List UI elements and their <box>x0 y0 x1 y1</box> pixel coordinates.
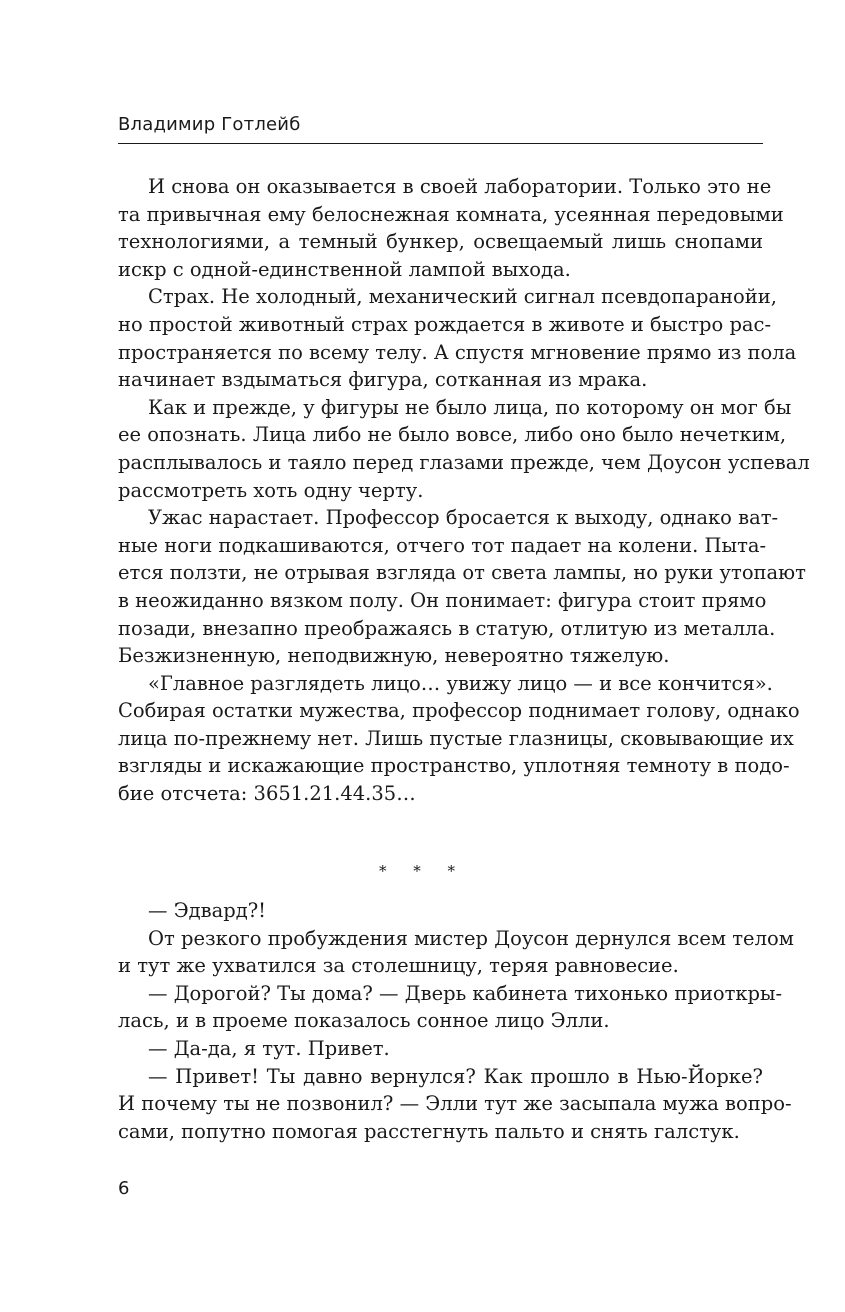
text-line: бие отсчета: 3651.21.44.35… <box>118 782 416 806</box>
paragraph <box>118 283 797 393</box>
paragraph <box>118 504 806 670</box>
text-line: И снова он оказывается в своей лаборатории. Только это не <box>148 175 772 198</box>
text-line: искр с одной-единственной лампой выхода. <box>118 257 571 281</box>
text-block-after-break <box>118 897 794 1145</box>
paragraph <box>118 925 794 980</box>
text-line: рассмотреть хоть одну черту. <box>118 478 424 502</box>
text-line: — Привет! Ты давно вернулся? Как прошло в Нью-Йорке? <box>148 1064 763 1088</box>
text-line: но простой животный страх рождается в животе и быстро рас- <box>118 312 772 336</box>
paragraph <box>118 1035 763 1063</box>
text-line: и тут же ухватился за столешницу, теряя равновесие. <box>118 954 679 978</box>
header-rule <box>118 143 763 144</box>
text-line: Ужас нарастает. Профессор бросается к выходу, однако ват- <box>148 506 779 530</box>
paragraph <box>118 980 783 1035</box>
text-line: Страх. Не холодный, механический сигнал псевдопаранойи, <box>148 285 777 309</box>
paragraph <box>118 394 810 504</box>
text-line: взгляды и искажающие пространство, уплотняя темноту в подо- <box>118 754 790 778</box>
text-line: технологиями, а темный бункер, освещаемый лишь снопами <box>118 230 763 254</box>
page-number: 6 <box>118 1178 130 1199</box>
text-line: И почему ты не позвонил? — Элли тут же засыпала мужа вопро- <box>118 1092 792 1116</box>
text-line: ные ноги подкашиваются, отчего тот падает на колени. Пыта- <box>118 533 767 557</box>
text-line: сами, попутно помогая расстегнуть пальто и снять галстук. <box>118 1119 740 1143</box>
text-line: расплывалось и таяло перед глазами прежде, чем Доусон успевал <box>118 450 810 474</box>
text-line: — Да-да, я тут. Привет. <box>148 1036 390 1060</box>
text-line: позади, внезапно преображаясь в статую, отлитую из металла. <box>118 616 776 640</box>
paragraph <box>118 897 763 925</box>
text-line: Как и прежде, у фигуры не было лица, по которому он мог бы <box>148 395 792 419</box>
text-line: ее опознать. Лица либо не было вовсе, либо оно было нечетким, <box>118 423 787 447</box>
text-line: Безжизненную, неподвижную, невероятно тяжелую. <box>118 644 670 668</box>
text-line: в неожиданно вязком полу. Он понимает: фигура стоит прямо <box>118 588 767 612</box>
text-line: начинает вздыматься фигура, сотканная из мрака. <box>118 368 648 392</box>
text-line: «Главное разглядеть лицо… увижу лицо — и все кончится». <box>148 671 773 695</box>
running-head-author: Владимир Готлейб <box>118 114 301 135</box>
text-line: пространяется по всему телу. А спустя мгновение прямо из пола <box>118 340 797 364</box>
scene-break-asterism: * * * <box>378 862 467 880</box>
text-line: ется ползти, не отрывая взгляда от света лампы, но руки утопают <box>118 561 806 585</box>
text-line: лась, и в проеме показалось сонное лицо Элли. <box>118 1009 610 1033</box>
text-line: — Дорогой? Ты дома? — Дверь кабинета тихонько приоткры- <box>148 981 783 1005</box>
text-line: — Эдвард?! <box>148 899 267 922</box>
text-line: лица по-прежнему нет. Лишь пустые глазницы, сковывающие их <box>118 726 794 750</box>
text-block-before-break <box>118 173 810 808</box>
paragraph <box>118 670 800 808</box>
text-line: та привычная ему белоснежная комната, усеянная передовыми <box>118 202 784 226</box>
paragraph <box>118 1063 792 1146</box>
paragraph <box>118 173 784 283</box>
text-line: От резкого пробуждения мистер Доусон дернулся всем телом <box>148 926 794 950</box>
text-line: Собирая остатки мужества, профессор поднимает голову, однако <box>118 699 800 723</box>
